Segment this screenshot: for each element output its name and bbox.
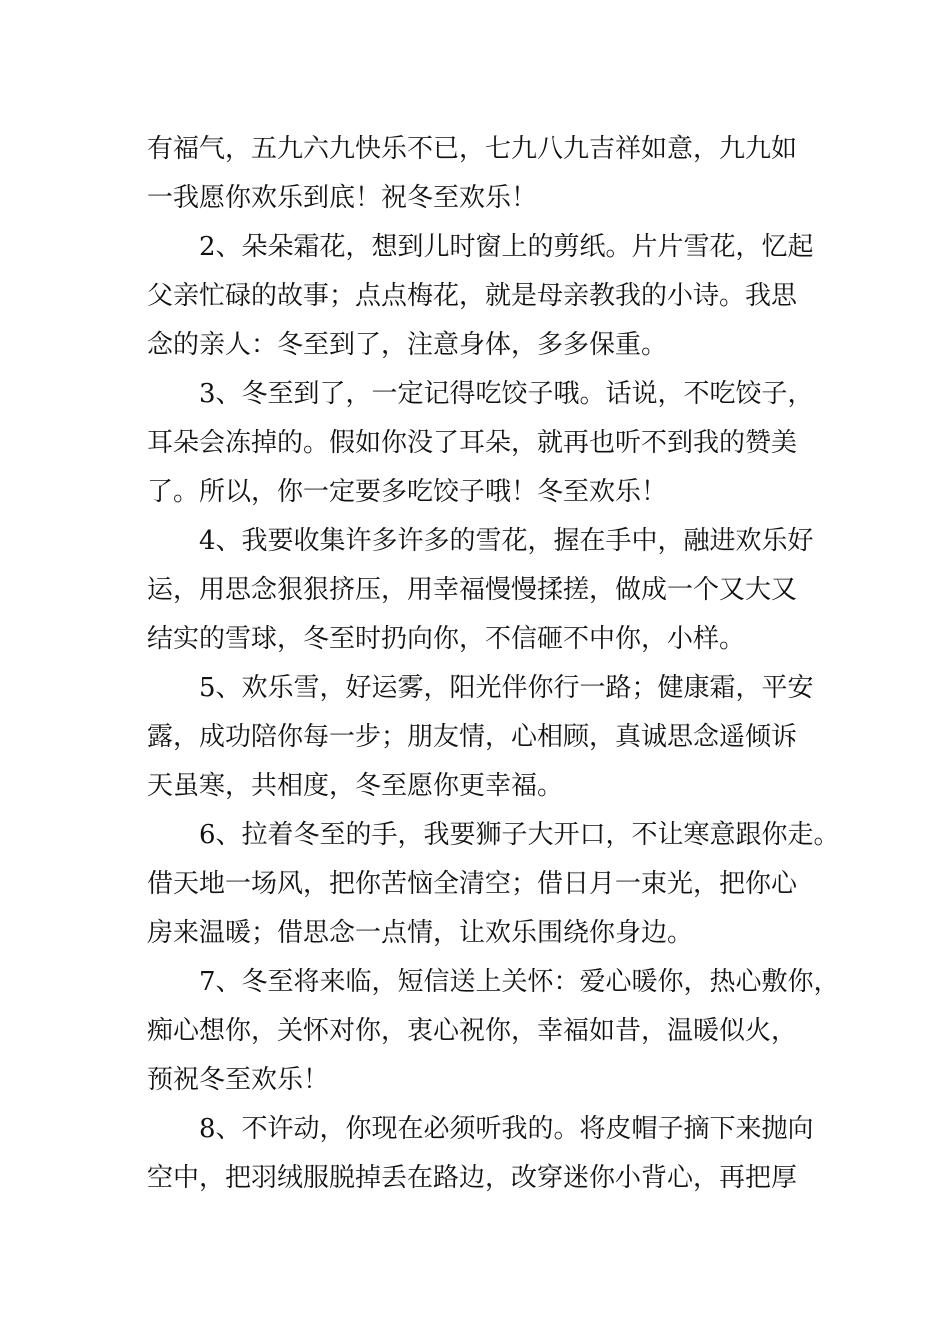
text-line: 念的亲人：冬至到了，注意身体，多多保重。 <box>147 330 668 360</box>
text-line: 5、欢乐雪，好运雾，阳光伴你行一路；健康霜，平安 <box>199 673 814 703</box>
text-line: 天虽寒，共相度，冬至愿你更幸福。 <box>147 771 564 801</box>
text-line: 有福气，五九六九快乐不已，七九八九吉祥如意，九九如 <box>147 134 798 164</box>
document-body <box>147 125 840 1203</box>
text-line: 房来温暖；借思念一点情，让欢乐围绕你身边。 <box>147 918 694 948</box>
text-line: 运，用思念狠狠挤压，用幸福慢慢揉搓，做成一个又大又 <box>147 575 798 605</box>
text-line: 空中，把羽绒服脱掉丢在路边，改穿迷你小背心，再把厚 <box>147 1163 798 1193</box>
text-line: 2、朵朵霜花，想到儿时窗上的剪纸。片片雪花，忆起 <box>199 232 814 262</box>
text-line: 一我愿你欢乐到底！祝冬至欢乐！ <box>147 183 538 213</box>
text-line: 了。所以，你一定要多吃饺子哦！冬至欢乐！ <box>147 477 668 507</box>
text-line: 4、我要收集许多许多的雪花，握在手中，融进欢乐好 <box>199 526 814 556</box>
text-line: 8、不许动，你现在必须听我的。将皮帽子摘下来抛向 <box>199 1114 814 1144</box>
text-line: 3、冬至到了，一定记得吃饺子哦。话说，不吃饺子， <box>199 379 814 409</box>
text-line: 痴心想你，关怀对你，衷心祝你，幸福如昔，温暖似火， <box>147 1016 798 1046</box>
text-line: 借天地一场风，把你苦恼全清空；借日月一束光，把你心 <box>147 869 798 899</box>
text-line: 预祝冬至欢乐！ <box>147 1065 330 1095</box>
text-line: 6、拉着冬至的手，我要狮子大开口，不让寒意跟你走。 <box>199 820 840 850</box>
text-line: 耳朵会冻掉的。假如你没了耳朵，就再也听不到我的赞美 <box>147 428 798 458</box>
text-line: 父亲忙碌的故事；点点梅花，就是母亲教我的小诗。我思 <box>147 281 798 311</box>
text-line: 7、冬至将来临，短信送上关怀：爱心暖你，热心敷你， <box>199 967 840 997</box>
text-line: 露，成功陪你每一步；朋友情，心相顾，真诚思念遥倾诉 <box>147 722 798 752</box>
text-line: 结实的雪球，冬至时扔向你，不信砸不中你，小样。 <box>147 624 746 654</box>
